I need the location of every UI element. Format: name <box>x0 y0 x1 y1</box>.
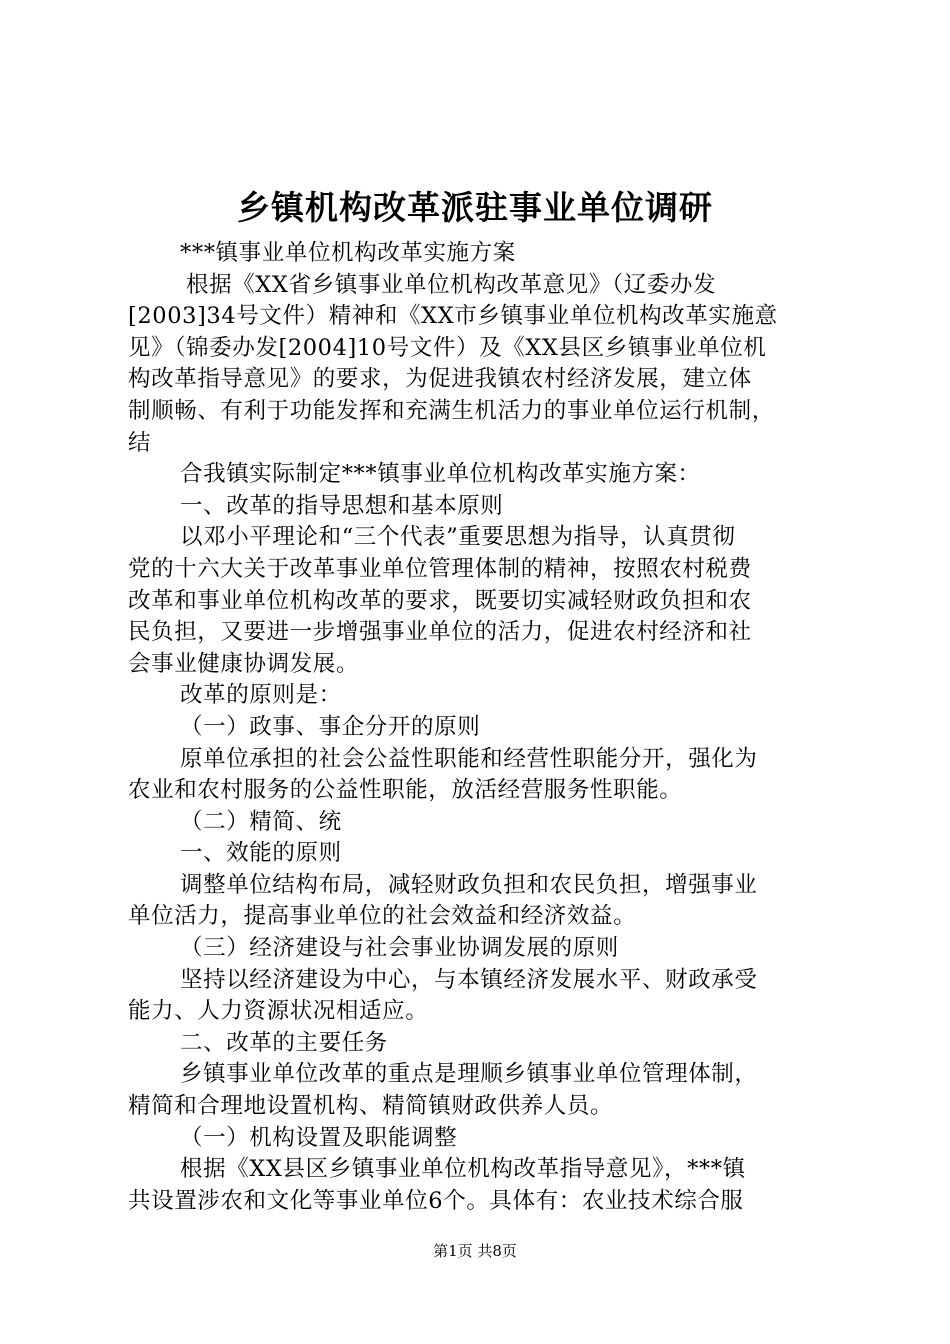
body-line: 农业和农村服务的公益性职能，放活经营服务性职能。 <box>128 777 683 804</box>
body-line: 单位活力，提高事业单位的社会效益和经济效益。 <box>128 903 637 930</box>
body-line: 根据《XX县区乡镇事业单位机构改革指导意见》，***镇 <box>180 1156 746 1183</box>
body-line: （二）精简、统 <box>180 808 342 835</box>
body-line: （一）机构设置及职能调整 <box>180 1124 458 1151</box>
body-line: 见》（锦委办发[2004]10号文件）及《XX县区乡镇事业单位机 <box>128 334 767 361</box>
body-line: 一、效能的原则 <box>180 840 342 867</box>
body-line: 调整单位结构布局，减轻财政负担和农民负担，增强事业 <box>180 871 758 898</box>
body-line: 以邓小平理论和“三个代表”重要思想为指导，认真贯彻 <box>180 524 736 551</box>
body-line: （一）政事、事企分开的原则 <box>180 713 481 740</box>
body-line: 一、改革的指导思想和基本原则 <box>180 492 504 519</box>
document-body <box>128 238 828 1217</box>
body-line: 构改革指导意见》的要求，为促进我镇农村经济发展，建立体 <box>128 366 752 393</box>
body-line: 二、改革的主要任务 <box>180 1029 388 1056</box>
body-line: ***镇事业单位机构改革实施方案 <box>180 240 516 266</box>
body-line: 合我镇实际制定***镇事业单位机构改革实施方案： <box>180 461 701 488</box>
body-line: 原单位承担的社会公益性职能和经营性职能分开，强化为 <box>180 745 758 772</box>
body-line: （三）经济建设与社会事业协调发展的原则 <box>180 935 619 962</box>
body-line: [2003]34号文件）精神和《XX市乡镇事业单位机构改革实施意 <box>128 303 778 330</box>
body-line: 乡镇事业单位改革的重点是理顺乡镇事业单位管理体制， <box>180 1061 758 1088</box>
body-line: 结 <box>128 429 152 456</box>
body-line: 改革和事业单位机构改革的要求，既要切实减轻财政负担和农 <box>128 587 752 614</box>
body-line: 民负担，又要进一步增强事业单位的活力，促进农村经济和社 <box>128 619 752 646</box>
body-line: 党的十六大关于改革事业单位管理体制的精神，按照农村税费 <box>128 555 752 582</box>
body-line: 坚持以经济建设为中心，与本镇经济发展水平、财政承受 <box>180 966 758 993</box>
body-line: 根据《XX省乡镇事业单位机构改革意见》（辽委办发 <box>186 271 717 298</box>
body-line: 精简和合理地设置机构、精简镇财政供养人员。 <box>128 1093 614 1120</box>
body-line: 改革的原则是： <box>180 682 342 709</box>
page-footer: 第1页 共8页 <box>433 1242 517 1260</box>
body-line: 共设置涉农和文化等事业单位6个。具体有：农业技术综合服 <box>128 1187 744 1214</box>
document-title: 乡镇机构改革派驻事业单位调研 <box>237 188 713 227</box>
body-line: 会事业健康协调发展。 <box>128 650 360 677</box>
body-line: 能力、人力资源状况相适应。 <box>128 998 429 1025</box>
body-line: 制顺畅、有利于功能发挥和充满生机活力的事业单位运行机制， <box>128 397 775 424</box>
